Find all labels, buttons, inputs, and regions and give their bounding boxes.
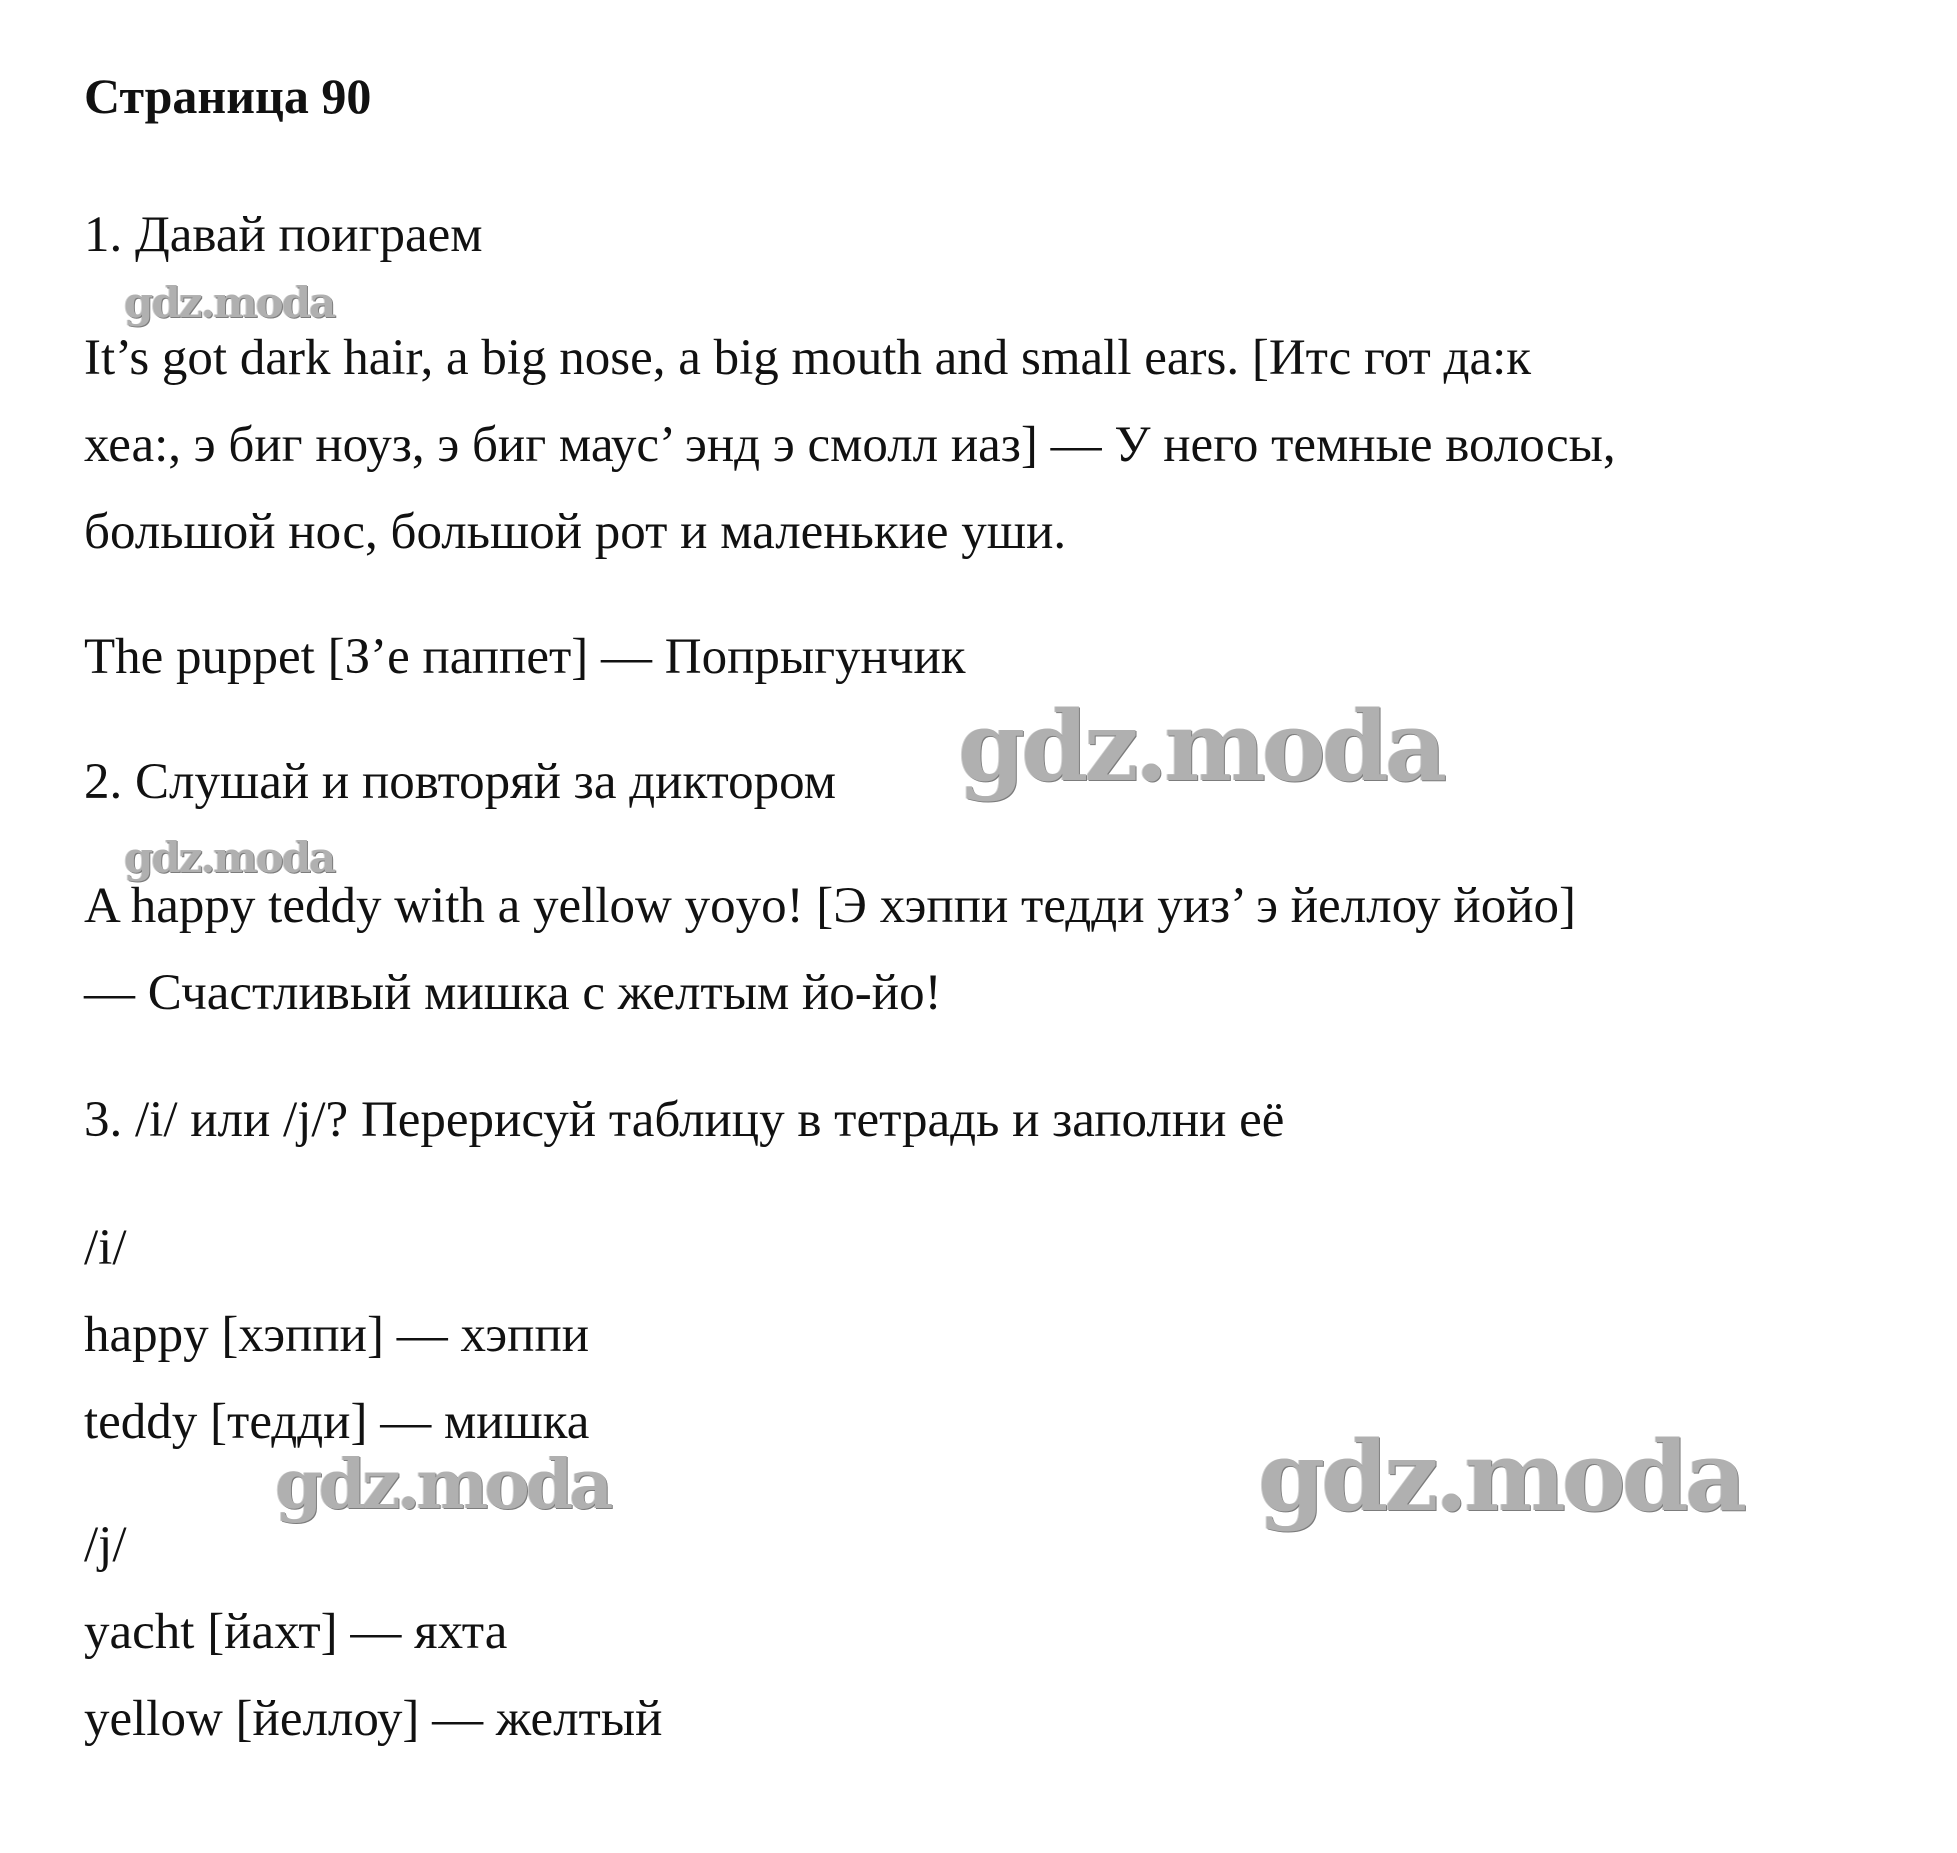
watermark-3: gdz.moda bbox=[124, 833, 335, 882]
group-j-label: /j/ bbox=[84, 1517, 127, 1573]
task2-line-2: — Счастливый мишка с желтым йо-йо! bbox=[84, 965, 942, 1021]
page-title: Страница 90 bbox=[84, 68, 372, 124]
task1-line-2: хеа:, э биг ноуз, э биг маус’ энд э смолл иаз] — У него темные волосы, bbox=[84, 417, 1616, 473]
group-j-item-1: yacht [йахт] — яхта bbox=[84, 1604, 508, 1660]
group-i-item-2: teddy [тедди] — мишка bbox=[84, 1394, 590, 1450]
watermark-5: gdz.moda bbox=[275, 1445, 610, 1525]
task2-heading: 2. Слушай и повторяй за диктором bbox=[84, 754, 836, 810]
task1-heading: 1. Давай поиграем bbox=[84, 207, 483, 263]
task2-line-1: A happy teddy with a yellow yoyo! [Э хэппи тедди уиз’ э йеллоу йойо] bbox=[84, 878, 1576, 934]
watermark-1: gdz.moda bbox=[124, 278, 335, 327]
watermark-2: gdz.moda bbox=[958, 690, 1444, 803]
group-i-item-1: happy [хэппи] — хэппи bbox=[84, 1307, 590, 1363]
task3-heading: 3. /i/ или /j/? Перерисуй таблицу в тетрадь и заполни её bbox=[84, 1092, 1285, 1148]
group-j-item-2: yellow [йеллоу] — желтый bbox=[84, 1691, 663, 1747]
watermark-4: gdz.moda bbox=[1258, 1420, 1744, 1533]
task1-line-1: It’s got dark hair, a big nose, a big mouth and small ears. [Итс гот да:к bbox=[84, 330, 1532, 386]
group-i-label: /i/ bbox=[84, 1220, 127, 1276]
task1-line-3: большой нос, большой рот и маленькие уши. bbox=[84, 504, 1067, 560]
task1-puppet: The puppet [З’е паппет] — Попрыгунчик bbox=[84, 629, 966, 685]
